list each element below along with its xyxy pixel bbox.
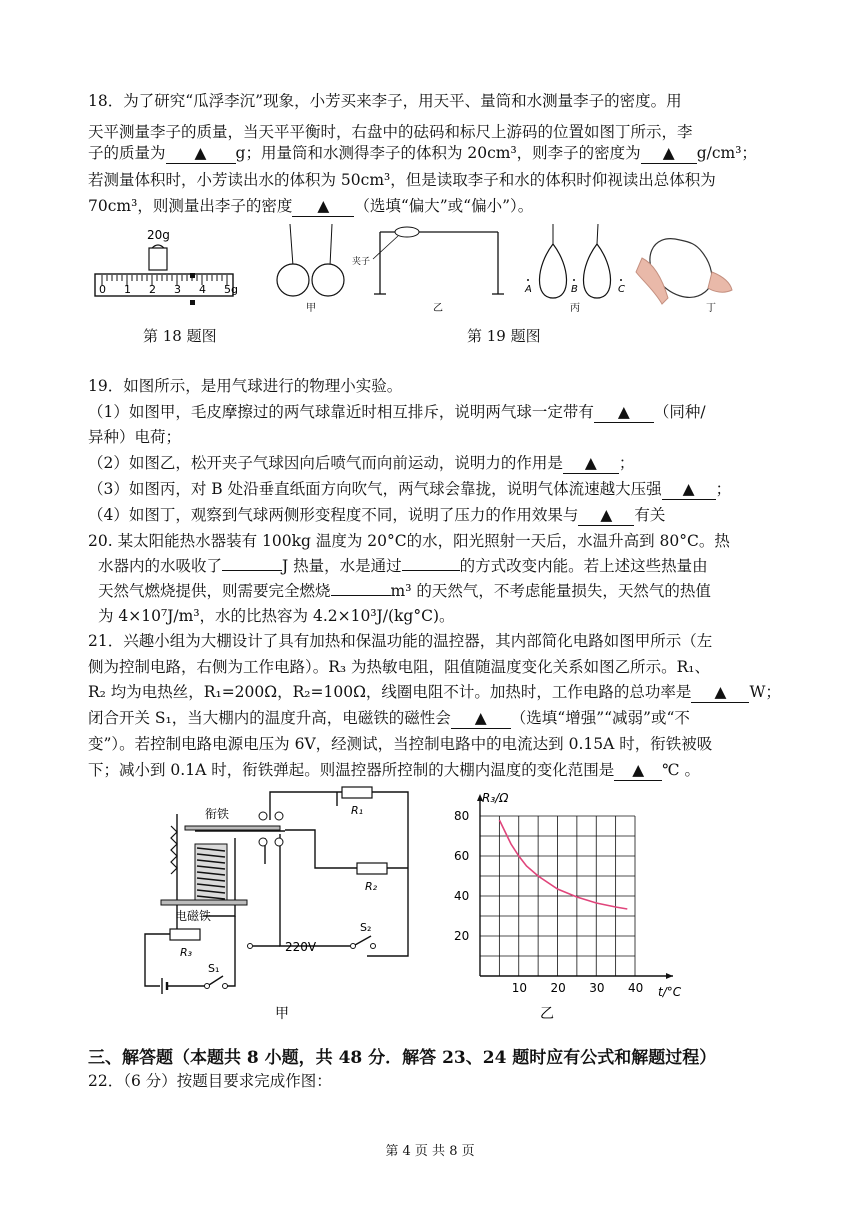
q20-line1: 20. 某太阳能热水器装有 100kg 温度为 20°C的水，阳光照射一天后，水温升高到 80°C。热 [88,532,730,550]
s2-switch [355,936,371,945]
q20-text: 的方式改变内能。若上述这些热量由 [459,557,708,575]
scale-tick-label: 5g [224,283,238,296]
q19-text: （2）如图乙，松开夹子气球因向后喷气而向前运动，说明力的作用是 [88,454,563,472]
r3-temperature-chart [440,786,700,1026]
q18-line5 [88,196,533,217]
r2-label: R₂ [365,880,378,893]
q19-text: （3）如图丙，对 B 处沿垂直纸面方向吹气，两气球会靠拢，说明气体流速越大压强 [88,480,662,498]
q18-text: g/cm³； [696,144,757,162]
q21-text: ℃ 。 [662,761,700,779]
fig-label-yi: 乙 [540,1006,554,1022]
fig-label-bing: 丙 [570,303,580,314]
q20-line4: 为 4×10⁷J/m³，水的比热容为 4.2×10³J/(kg°C)。 [98,607,455,625]
q19-text: （同种/ [653,403,706,421]
q21-text: 闭合开关 S₁，当大棚内的温度升高，电磁铁的磁性会 [88,709,451,727]
q21-line4 [88,708,690,729]
q18-text: （选填“偏大”或“偏小”）。 [354,197,534,215]
answer-blank[interactable]: ▲ [691,682,749,703]
fig-label-ding: 丁 [706,303,716,314]
q20-text: J 热量，水是通过 [282,557,402,575]
finger-icon [708,272,732,292]
answer-blank[interactable] [331,595,391,596]
weight-label: 20g [147,228,170,242]
iron-base [161,900,247,905]
x-tick-label: 30 [589,981,605,995]
scale-tick-label: 2 [149,283,156,296]
x-tick-label: 40 [628,981,644,995]
q21-line1: 21．兴趣小组为大棚设计了具有加热和保温功能的温控器，其内部简化电路如图甲所示（左 [88,632,713,650]
answer-blank[interactable]: ▲ [563,453,619,474]
scale-tick-label: 1 [124,283,131,296]
x-tick-label: 20 [550,981,566,995]
r2-resistor [357,863,387,874]
q19-line2 [88,402,706,423]
point-a: A [525,284,532,295]
fig19-caption: 第 19 题图 [467,327,541,345]
answer-blank[interactable]: ▲ [578,505,634,526]
section-heading: 三、解答题（本题共 8 小题，共 48 分．解答 23、24 题时应有公式和解题过程） [88,1048,717,1068]
balloon-icon [312,264,344,296]
s1-label: S₁ [208,962,220,975]
x-tick-label: 10 [511,981,528,995]
r3-resistor [170,929,200,940]
s2-label: S₂ [360,921,372,934]
q21-line2: 侧为控制电路，右侧为工作电路）。R₃ 为热敏电阻，阻值随温度变化关系如图乙所示。R₁、 [88,658,710,676]
q20-text: 天然气燃烧提供，则需要完全燃烧 [98,582,331,600]
fig-label-yi: 乙 [433,303,443,314]
scale-tick-label: 4 [199,283,206,296]
answer-blank[interactable] [222,570,282,571]
q19-text: （4）如图丁，观察到气球两侧形变程度不同，说明了压力的作用效果与 [88,506,579,524]
q21-line5: 变”）。若控制电路电源电压为 6V，经测试，当控制电路中的电流达到 0.15A 时，衔铁被吸 [88,735,713,753]
voltage-label: 220V [285,940,317,954]
answer-blank[interactable]: ▲ [614,760,662,781]
circuit-diagram [135,786,415,1026]
r3-label: R₃ [180,946,193,959]
spring-icon [171,826,177,874]
q18-text: 70cm³，则测量出李子的密度 [88,197,293,215]
armature-bar [185,826,280,830]
scale-tick-label: 3 [174,283,181,296]
clip-label: 夹子 [352,257,371,267]
y-axis-label: R₃/Ω [482,791,509,805]
q20-line2 [98,556,708,576]
q18-line2: 天平测量李子的质量，当天平平衡时，右盘中的砝码和标尺上游码的位置如图丁所示，李 [88,123,693,141]
fig18-caption: 第 18 题图 [143,327,217,345]
q21-text: （选填“增强”“减弱”或“不 [510,709,690,727]
y-tick-label: 60 [454,849,470,863]
point-b: B [571,284,578,295]
q21-text: W； [749,683,781,701]
answer-blank[interactable]: ▲ [594,402,654,423]
q18-text: 子的质量为 [88,144,166,162]
q19-line1: 19．如图所示，是用气球进行的物理小实验。 [88,377,403,395]
y-tick-label: 40 [454,889,470,903]
balloon-icon [583,244,610,298]
q19-text: ； [715,480,732,498]
q21-line3 [88,682,781,703]
s1-switch [209,976,223,985]
page-footer: 第 4 页 共 8 页 [385,1144,475,1159]
balloon-icon [277,264,309,296]
r1-resistor [342,787,372,798]
answer-blank[interactable]: ▲ [166,143,236,164]
q21-text: 下；减小到 0.1A 时，衔铁弹起。则温控器所控制的大棚内温度的变化范围是 [88,761,615,779]
q18-line4: 若测量体积时，小芳读出水的体积为 50cm³，但是读取李子和水的体积时仰视读出总体积为 [88,171,716,189]
answer-blank[interactable]: ▲ [662,479,716,500]
q18-text: g；用量筒和水测得李子的体积为 20cm³，则李子的密度为 [235,144,641,162]
q18-line1: 18．为了研究“瓜浮李沉”现象，小芳买来李子，用天平、量筒和水测量李子的密度。用 [88,92,682,110]
q20-text: m³ 的天然气，不考虑能量损失，天然气的热值 [390,582,711,600]
x-axis-label: t/°C [658,985,682,999]
q19-line5 [88,479,731,500]
r1-label: R₁ [351,804,364,817]
q20-line3 [98,581,711,601]
q21-line6 [88,760,700,781]
q20-text: 水器内的水吸收了 [98,557,223,575]
fig-label-jia: 甲 [306,303,316,314]
y-tick-label: 20 [454,929,470,943]
balloon-icon [395,227,419,237]
rider-icon [190,273,195,278]
q19-text: ； [618,454,635,472]
y-tick-label: 80 [454,809,470,823]
q19-text: 有关 [634,506,666,524]
armature-label: 衔铁 [205,807,230,821]
fig19-balloons [270,222,750,314]
balloon-icon [539,244,566,298]
electromagnet-label: 电磁铁 [175,909,212,923]
answer-blank[interactable]: ▲ [292,196,354,217]
q19-text: （1）如图甲，毛皮摩擦过的两气球靠近时相互排斥，说明两气球一定带有 [88,403,594,421]
q18-line3 [88,143,757,164]
answer-blank[interactable]: ▲ [451,708,511,729]
q19-line4 [88,453,634,474]
weight-icon [149,248,167,270]
fig-label-jia: 甲 [275,1006,289,1022]
answer-blank[interactable] [402,570,460,571]
scale-tick-label: 0 [99,283,106,296]
q19-line3: 异种）电荷； [88,428,182,446]
fig18-balance-scale [90,226,240,310]
q21-text: R₂ 均为电热丝，R₁=200Ω，R₂=100Ω，线圈电阻不计。加热时，工作电路的总功率是 [88,683,692,701]
answer-blank[interactable]: ▲ [641,143,697,164]
point-c: C [618,284,625,295]
q19-line6 [88,505,665,526]
q22-line: 22．（6 分）按题目要求完成作图： [88,1072,332,1090]
